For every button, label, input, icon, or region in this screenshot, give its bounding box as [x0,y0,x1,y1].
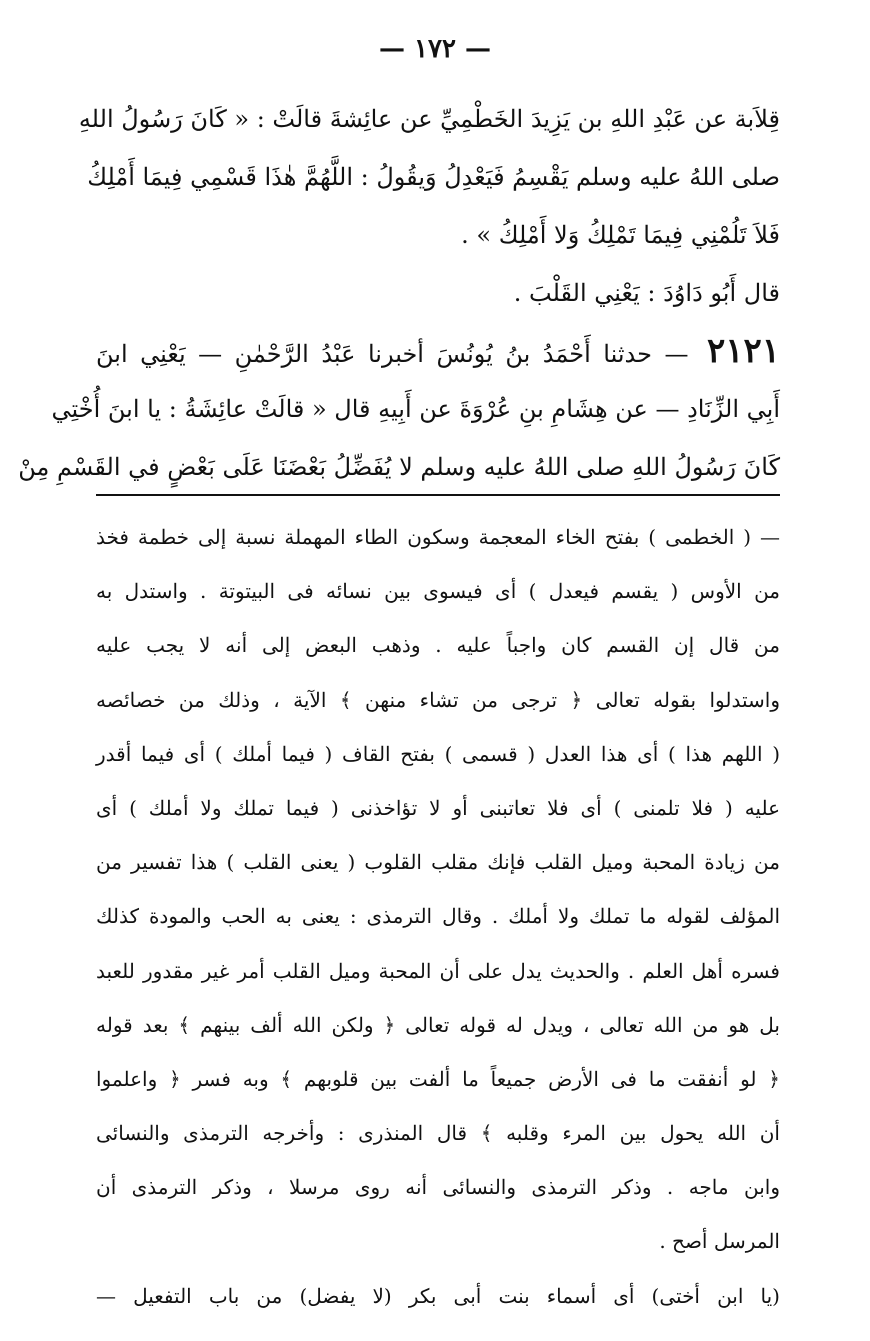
hadith-line: كَانَ رَسُولُ اللهِ صلى اللهُ عليه وسلم لا يُفَضِّلُ بَعْضَنَا عَلَى بَعْضٍ في القَسْمِ مِنْ [18,453,780,481]
commentary-line: ﴿ لو أنفقت ما فى الأرض جميعاً ما ألفت بين قلوبهم ﴾ وبه فسر ﴿ واعلموا [96,1066,781,1091]
commentary-line: ( اللهم هذا ) أى هذا العدل ( قسمى ) بفتح القاف ( فيما أملك ) أى فيما أقدر [96,741,780,766]
commentary-line: من الأوس ( يقسم فيعدل ) أى فيسوى بين نسائه فى البيتوتة . واستدل به [96,579,780,604]
hadith-line: قِلاَبة عن عَبْدِ اللهِ بن يَزِيدَ الخَطْمِيِّ عن عائِشةَ قالَتْ : « كَانَ رَسُولُ اللهِ [78,105,780,133]
commentary-line: (يا ابن أختى) أى أسماء بنت أبى بكر (لا يفضل) من باب التفعيل — [96,1283,780,1308]
hadith-line: صلى اللهُ عليه وسلم يَقْسِمُ فَيَعْدِلُ وَيقُولُ : اللَّهُمَّ هٰذَا قَسْمِي فِيمَا أَمْلِكُ [87,163,780,191]
hadith-text [18,90,781,496]
page-number: — ١٧٢ — [378,34,492,64]
commentary-line: أن الله يحول بين المرء وقلبه ﴾ قال المنذرى : وأخرجه الترمذى والنسائى [96,1121,780,1146]
hadith-line: أَبِي الزِّنَادِ — عن هِشَامِ بنِ عُرْوَةَ عن أَبِيهِ قال « قالَتْ عائِشَةُ : يا ابنَ أُخْتِي [51,395,780,423]
commentary-line: عليه ( فلا تلمنى ) أى فلا تعاتبنى أو لا تؤاخذنى ( فيما تملك ولا أملك ) أى [96,795,780,820]
hadith-number: ٢١٢١ [706,331,781,371]
commentary-line: — ( الخطمى ) بفتح الخاء المعجمة وسكون الطاء المهملة نسبة إلى خطمة فخذ [96,525,780,549]
commentary-line: بل هو من الله تعالى ، ويدل له قوله تعالى ﴿ ولكن الله ألف بينهم ﴾ بعد قوله [96,1012,780,1037]
commentary-line: المؤلف لقوله ما تملك ولا أملك . وقال الترمذى : يعنى به الحب والمودة كذلك [96,904,780,929]
commentary-line: واستدلوا بقوله تعالى ﴿ ترجى من تشاء منهن ﴾ الآية ، وذلك من خصائصه [96,687,780,712]
hadith-line [96,322,780,380]
commentary-line: فسره أهل العلم . والحديث يدل على أن المحبة وميل القلب أمر غير مقدور للعبد [96,958,780,983]
hadith-line: قال أَبُو دَاوُدَ : يَعْنِي القَلْبَ . [513,279,780,307]
footnote-divider [96,494,780,496]
commentary-line: المرسل أصح . [659,1229,780,1254]
hadith-line-text: — حدثنا أَحْمَدُ بنُ يُونُسَ أخبرنا عَبْدُ الرَّحْمٰنِ — يَعْنِي ابنَ [96,340,689,368]
commentary-text [96,510,780,1323]
hadith-line: فَلاَ تَلُمْنِي فِيمَا تَمْلِكُ وَلا أَمْلِكُ » . [461,221,780,249]
commentary-line: من زيادة المحبة وميل القلب فإنك مقلب القلوب ( يعنى القلب ) هذا تفسير من [96,850,780,875]
commentary-line: من قال إن القسم كان واجباً عليه . وذهب البعض إلى أنه لا يجب عليه [96,633,780,658]
commentary-line: وابن ماجه . وذكر الترمذى والنسائى أنه روى مرسلا ، وذكر الترمذى أن [96,1175,780,1200]
